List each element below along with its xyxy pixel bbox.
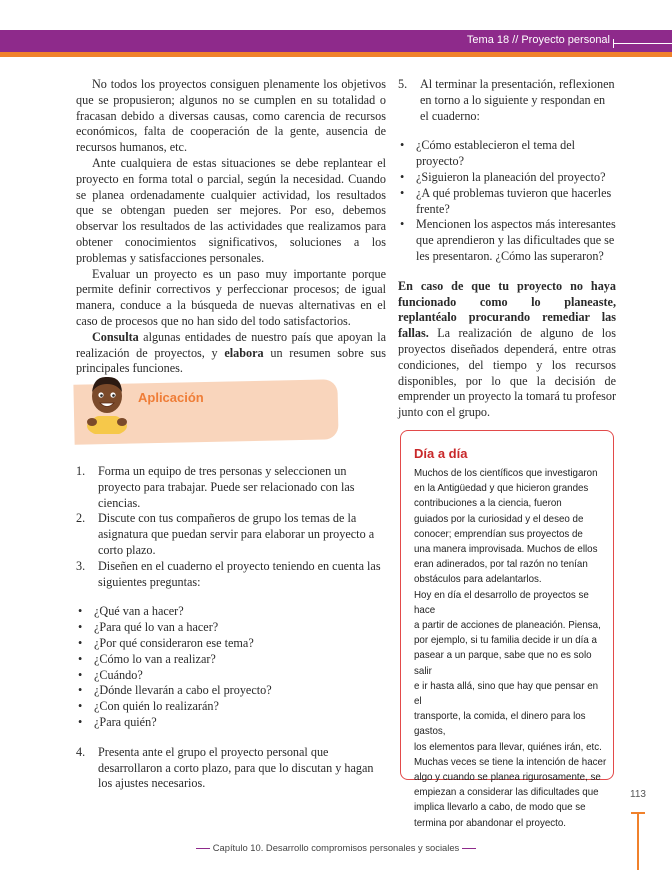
aplicacion-title: Aplicación — [138, 390, 204, 405]
footer-line-left — [196, 848, 210, 849]
step-number: 4. — [76, 744, 86, 759]
step-number: 2. — [76, 511, 86, 526]
reflection-list — [398, 138, 616, 264]
paragraph-1: No todos los proyectos consiguen plenamente los objetivos que se propusieron; algunos no se cumplen en su totalidad o fracasan debido a diversas causas, como carencia de recursos económicos, falta de cooperación de la gente, ausencia de recursos humanos, etc. — [76, 77, 386, 155]
list-item: • ¿Para qué lo van a hacer? — [76, 620, 386, 636]
list-item: • ¿Dónde llevarán a cabo el proyecto? — [76, 683, 386, 699]
box-line: termina por abandonar el proyecto. — [414, 817, 567, 829]
box-line: implica llevarlo a cabo, de modo que se — [414, 802, 586, 814]
left-column — [76, 77, 386, 377]
box-line: conocer; emprendían sus proyectos de — [414, 528, 583, 540]
list-item: • ¿Cómo lo van a realizar? — [76, 652, 386, 668]
box-line: Muchas veces se tiene la intención de hacer — [414, 756, 607, 768]
consulta-bold: Consulta — [92, 329, 139, 344]
step-text: Forma un equipo de tres personas y seleccionen un proyecto para trabajar. Puede ser relacionado con las ciencias. — [98, 464, 355, 510]
footer — [0, 842, 672, 853]
paragraph-4 — [76, 330, 386, 377]
box-line: Hoy en día el desarrollo de proyectos se hace — [414, 589, 589, 616]
right-column — [398, 77, 616, 421]
step-item — [76, 511, 386, 558]
paragraph-3: Evaluar un proyecto es un paso muy importante porque permite definir correctivos y perfeccionar procesos; de igual manera, conduce a la búsqueda de nuevas alternativas en el caso de procesos que no han sido del todo satisfactorios. — [76, 266, 386, 328]
box-line: una manera improvisada. Muchos de ellos — [414, 544, 598, 556]
closing-text: La realización de alguno de los proyectos diseñados dependerá, entre otras condiciones, del tiempo y los recursos disponibles, por lo que la decisión de emprender un proyecto la tomará tu profesor junto con el grupo. — [398, 326, 616, 420]
list-item: • ¿Con quién lo realizarán? — [76, 699, 386, 715]
step-number: 5. — [398, 77, 408, 91]
box-line: los elementos para llevar, quiénes irán, etc. — [414, 741, 602, 753]
child-avatar-icon — [84, 372, 130, 434]
header-title: Tema 18 // Proyecto personal — [466, 34, 610, 46]
closing-bold: En caso de que tu proyecto no haya funcionado como lo planeaste, replantéalo procurando remediar las fallas. — [398, 278, 616, 341]
steps-section — [76, 464, 386, 792]
list-item: • ¿A qué problemas tuvieron que hacerles frente? — [398, 186, 616, 218]
box-line: algo y cuando se planea rigurosamente, se — [414, 772, 601, 784]
box-line: guiados por la curiosidad y el deseo de — [414, 513, 584, 525]
elabora-bold: elabora — [224, 345, 264, 360]
dia-a-dia-title: Día a día — [414, 446, 468, 461]
footer-chapter: Capítulo 10. — [212, 842, 264, 853]
page-number-line — [637, 812, 639, 870]
box-line: contribuciones a la ciencia, fueron — [414, 498, 562, 510]
step-item — [76, 745, 386, 792]
dia-a-dia-body — [414, 466, 608, 831]
box-line: a partir de acciones de planeación. Piensa, — [414, 620, 601, 632]
box-line: obstáculos para adelantarlos. — [414, 574, 542, 586]
header-line — [614, 43, 672, 44]
questions-list — [76, 604, 386, 730]
list-item: • Mencionen los aspectos más interesantes que aprendieron y las dificultades que se les presentaron. ¿Cómo las superaron? — [398, 217, 616, 264]
step-item — [76, 464, 386, 511]
step-number: 1. — [76, 464, 86, 478]
paragraph-4-text-1: algunas entidades de nuestro país que apoyan la realización de proyectos, y — [76, 329, 386, 360]
box-line: en la Antigüedad y que hicieron grandes — [414, 483, 589, 495]
page-number: 113 — [630, 789, 646, 800]
list-item: • ¿Siguieron la planeación del proyecto? — [398, 170, 616, 186]
step-text: Al terminar la presentación, reflexionen en torno a lo siguiente y respondan en el cuaderno: — [420, 77, 615, 123]
step-number: 3. — [76, 558, 86, 573]
list-item: • ¿Por qué consideraron ese tema? — [76, 636, 386, 652]
box-line: empiezan a considerar las dificultades que — [414, 787, 599, 799]
box-line: transporte, la comida, el dinero para los gastos, — [414, 711, 586, 738]
step-text: Diseñen en el cuaderno el proyecto teniendo en cuenta las siguientes preguntas: — [98, 558, 381, 589]
footer-title: Desarrollo compromisos personales y sociales — [263, 842, 460, 853]
step-item — [398, 77, 616, 124]
list-item: • ¿Cómo establecieron el tema del proyecto? — [398, 138, 616, 170]
step-text: Discute con tus compañeros de grupo los temas de la asignatura que puedan servir para elaborar un proyecto a corto plazo. — [98, 511, 375, 557]
box-line: por ejemplo, si tu familia decide ir un día a — [414, 635, 597, 647]
step-text: Presenta ante el grupo el proyecto personal que desarrollaron a corto plazo, para que lo discutan y hagan los ajustes necesarios. — [98, 744, 374, 791]
paragraph-4-text-2: un resumen sobre sus principales funciones. — [76, 345, 386, 376]
box-line: eran adinerados, por tal razón no tenían — [414, 559, 588, 571]
header-accent-stripe — [0, 52, 672, 57]
list-item: • ¿Qué van a hacer? — [76, 604, 386, 620]
box-line: pasear a un parque, sabe que no es solo salir — [414, 650, 592, 677]
box-line: e ir hasta allá, sino que hay que pensar en el — [414, 680, 599, 708]
list-item: • ¿Para quién? — [76, 715, 386, 731]
step-item — [76, 559, 386, 591]
footer-line-right — [462, 848, 476, 849]
box-line: Muchos de los científicos que investigaron — [414, 468, 598, 479]
closing-paragraph — [398, 279, 616, 421]
paragraph-2: Ante cualquiera de estas situaciones se debe replantear el proyecto en forma total o parcial, según la necesidad. Cuando se planea ordenadamente cualquier actividad, los resultados que se obtengan pueden ser mejores. Por eso, debemos observar los resultados de las actividades que realizamos para obtener conocimientos significativos, soluciones a los problemas y satisfacciones personales. — [76, 155, 386, 265]
list-item: • ¿Cuándo? — [76, 668, 386, 684]
